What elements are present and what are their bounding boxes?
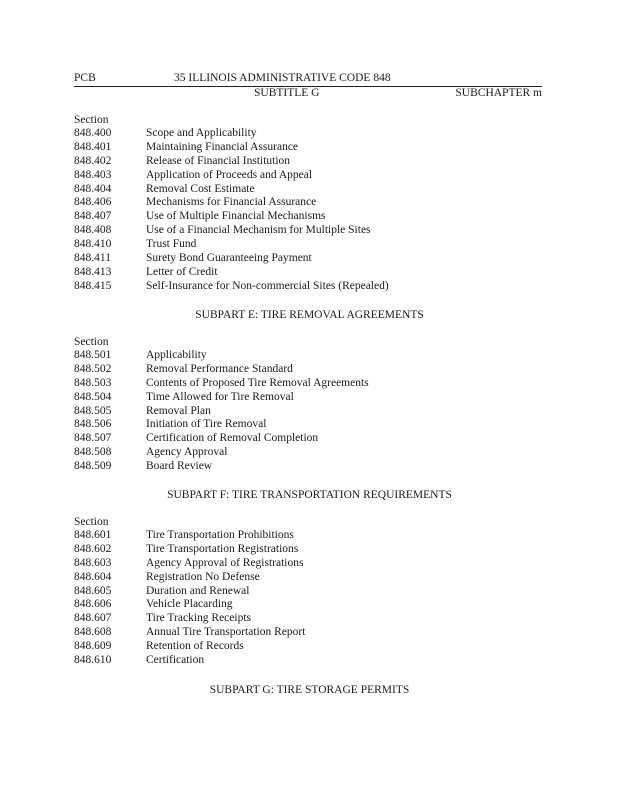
section-row bbox=[74, 391, 544, 405]
section-row bbox=[74, 155, 544, 169]
section-title: Board Review bbox=[146, 460, 213, 473]
section-title: Removal Performance Standard bbox=[146, 362, 293, 375]
section-row bbox=[74, 224, 544, 238]
section-number: 848.406 bbox=[74, 196, 112, 209]
section-title: Certification bbox=[146, 654, 205, 667]
section-number: 848.502 bbox=[74, 362, 112, 375]
subpart-f-heading: SUBPART F: TIRE TRANSPORTATION REQUIREMENTS bbox=[167, 489, 452, 501]
section-title: Trust Fund bbox=[146, 238, 197, 251]
section-title: Tire Transportation Registrations bbox=[146, 542, 299, 555]
section-number: 848.408 bbox=[74, 224, 112, 237]
header-subtitle: SUBTITLE G bbox=[254, 87, 320, 99]
subpart-e-heading: SUBPART E: TIRE REMOVAL AGREEMENTS bbox=[195, 309, 424, 321]
section-title: Removal Plan bbox=[146, 404, 211, 417]
section-number: 848.602 bbox=[74, 542, 112, 555]
section-row bbox=[74, 654, 544, 668]
section-number: 848.411 bbox=[74, 252, 111, 265]
section-number: 848.603 bbox=[74, 556, 112, 569]
subpart-g-heading: SUBPART G: TIRE STORAGE PERMITS bbox=[209, 684, 410, 696]
section-row bbox=[74, 238, 544, 252]
section-list-subpart-f bbox=[74, 515, 544, 668]
section-number: 848.415 bbox=[74, 279, 112, 292]
section-row bbox=[74, 543, 544, 557]
section-title: Vehicle Placarding bbox=[146, 598, 233, 611]
section-row bbox=[74, 571, 544, 585]
running-subheader bbox=[74, 87, 542, 101]
section-title: Application of Proceeds and Appeal bbox=[146, 168, 313, 181]
section-row bbox=[74, 363, 544, 377]
section-title: Tire Tracking Receipts bbox=[146, 612, 251, 625]
section-number: 848.609 bbox=[74, 640, 112, 653]
section-number: 848.508 bbox=[74, 446, 112, 459]
section-number: 848.604 bbox=[74, 570, 112, 583]
section-row bbox=[74, 529, 544, 543]
section-title: Agency Approval bbox=[146, 446, 228, 459]
section-number: 848.507 bbox=[74, 432, 112, 445]
section-row bbox=[74, 432, 544, 446]
section-number: 848.505 bbox=[74, 404, 112, 417]
section-row bbox=[74, 141, 544, 155]
section-row bbox=[74, 266, 544, 280]
section-title: Mechanisms for Financial Assurance bbox=[146, 196, 317, 209]
section-row bbox=[74, 349, 544, 363]
section-title: Registration No Defense bbox=[146, 570, 260, 583]
section-number: 848.403 bbox=[74, 168, 112, 181]
section-title: Retention of Records bbox=[146, 640, 244, 653]
section-row bbox=[74, 460, 544, 474]
section-row bbox=[74, 640, 544, 654]
section-row bbox=[74, 127, 544, 141]
section-title: Release of Financial Institution bbox=[146, 154, 291, 167]
section-number: 848.407 bbox=[74, 210, 112, 223]
section-row bbox=[74, 210, 544, 224]
section-row bbox=[74, 418, 544, 432]
section-number: 848.404 bbox=[74, 182, 112, 195]
header-code-title: 35 ILLINOIS ADMINISTRATIVE CODE 848 bbox=[174, 72, 391, 84]
section-row bbox=[74, 183, 544, 197]
section-row bbox=[74, 252, 544, 266]
section-list-subpart-d bbox=[74, 113, 544, 294]
section-row bbox=[74, 446, 544, 460]
section-row bbox=[74, 585, 544, 599]
section-number: 848.606 bbox=[74, 598, 112, 611]
section-number: 848.401 bbox=[74, 140, 112, 153]
section-column-label: Section bbox=[74, 516, 109, 528]
section-row bbox=[74, 280, 544, 294]
section-title: Maintaining Financial Assurance bbox=[146, 140, 299, 153]
section-title: Letter of Credit bbox=[146, 265, 218, 278]
section-row bbox=[74, 169, 544, 183]
section-row bbox=[74, 196, 544, 210]
section-row bbox=[74, 612, 544, 626]
header-agency: PCB bbox=[74, 72, 96, 84]
section-number: 848.607 bbox=[74, 612, 112, 625]
section-number: 848.503 bbox=[74, 376, 112, 389]
section-number: 848.605 bbox=[74, 584, 112, 597]
section-number: 848.504 bbox=[74, 390, 112, 403]
section-title: Scope and Applicability bbox=[146, 127, 257, 139]
section-title: Tire Transportation Prohibitions bbox=[146, 529, 294, 541]
section-row bbox=[74, 598, 544, 612]
section-number: 848.501 bbox=[74, 349, 112, 361]
section-title: Initiation of Tire Removal bbox=[146, 418, 267, 431]
section-row bbox=[74, 557, 544, 571]
section-title: Agency Approval of Registrations bbox=[146, 556, 304, 569]
running-header bbox=[74, 72, 542, 87]
section-title: Time Allowed for Tire Removal bbox=[146, 390, 294, 403]
section-row bbox=[74, 377, 544, 391]
section-title: Use of a Financial Mechanism for Multiple Sites bbox=[146, 224, 371, 237]
section-row bbox=[74, 626, 544, 640]
section-number: 848.400 bbox=[74, 127, 112, 139]
section-number: 848.608 bbox=[74, 626, 112, 639]
header-subchapter: SUBCHAPTER m bbox=[455, 87, 542, 99]
section-title: Surety Bond Guaranteeing Payment bbox=[146, 252, 312, 265]
section-title: Applicability bbox=[146, 349, 207, 361]
section-title: Removal Cost Estimate bbox=[146, 182, 255, 195]
section-number: 848.413 bbox=[74, 265, 112, 278]
section-title: Duration and Renewal bbox=[146, 584, 250, 597]
section-title: Contents of Proposed Tire Removal Agreements bbox=[146, 376, 369, 389]
section-title: Annual Tire Transportation Report bbox=[146, 626, 306, 639]
section-column-label: Section bbox=[74, 336, 109, 348]
section-title: Use of Multiple Financial Mechanisms bbox=[146, 210, 326, 223]
section-number: 848.506 bbox=[74, 418, 112, 431]
section-list-subpart-e bbox=[74, 335, 544, 474]
section-number: 848.410 bbox=[74, 238, 112, 251]
section-number: 848.610 bbox=[74, 654, 112, 667]
section-number: 848.402 bbox=[74, 154, 112, 167]
section-number: 848.509 bbox=[74, 460, 112, 473]
section-number: 848.601 bbox=[74, 529, 112, 541]
section-title: Self-Insurance for Non-commercial Sites (Repealed) bbox=[146, 279, 389, 292]
section-row bbox=[74, 405, 544, 419]
section-column-label: Section bbox=[74, 114, 109, 126]
section-title: Certification of Removal Completion bbox=[146, 432, 319, 445]
